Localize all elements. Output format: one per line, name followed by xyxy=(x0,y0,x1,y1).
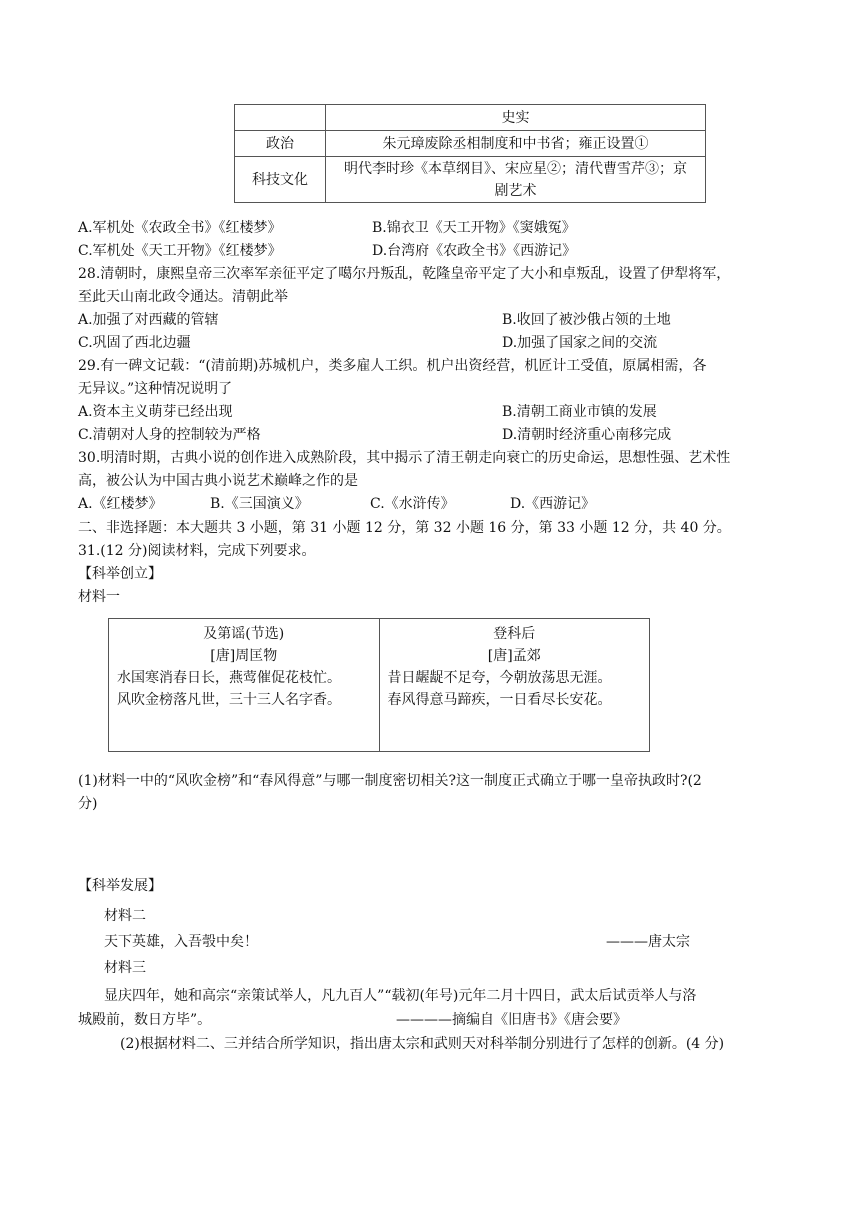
q30-option-b: B.《三国演义》 xyxy=(210,496,309,512)
poems-table xyxy=(108,618,650,752)
poem-right-author: [唐]孟郊 xyxy=(487,648,541,664)
q28-option-d: D.加强了国家之间的交流 xyxy=(502,335,658,351)
table-corner-cell xyxy=(235,105,326,131)
q29-option-a: A.资本主义萌芽已经出现 xyxy=(78,404,233,420)
poem-left-author: [唐]周匡物 xyxy=(210,648,278,664)
material2-source: ———唐太宗 xyxy=(606,934,690,950)
q28-option-a: A.加强了对西藏的管辖 xyxy=(78,312,219,328)
material2-quote: 天下英雄，入吾彀中矣！ xyxy=(104,934,258,950)
q28-option-b: B.收回了被沙俄占领的土地 xyxy=(502,312,671,328)
q29-option-c: C.清朝对人身的控制较为严格 xyxy=(78,427,261,443)
poem-left-line2: 风吹金榜落凡世，三十三人名字香。 xyxy=(117,692,341,708)
poem-right-line1: 昔日龌龊不足夸，今朝放荡思无涯。 xyxy=(387,670,612,686)
q27-option-d: D.台湾府《农政全书》《西游记》 xyxy=(372,243,577,259)
material3-line1: 显庆四年，她和高宗“亲策试举人，凡九百人”“载初(年号)元年二月十四日，武太后试贡举人与洛 xyxy=(104,988,697,1004)
q28-stem-line1: 28.清朝时，康熙皇帝三次率军亲征平定了噶尔丹叛乱，乾隆皇帝平定了大小和卓叛乱，设置了伊犁将军， xyxy=(78,266,731,282)
q27-option-b: B.锦衣卫《天工开物》《窦娥冤》 xyxy=(372,220,576,236)
row-content-science-line2: 剧艺术 xyxy=(494,182,537,199)
section-two-heading: 二、非选择题：本大题共 3 小题，第 31 小题 12 分，第 32 小题 16 分，第 33 小题 12 分，共 40 分。 xyxy=(78,520,731,536)
material2-label: 材料二 xyxy=(104,908,146,924)
q29-option-b: B.清朝工商业市镇的发展 xyxy=(502,404,657,420)
table-header: 史实 xyxy=(326,105,706,131)
poem-right-cell xyxy=(379,619,650,752)
q30-stem-line1: 30.明清时期，古典小说的创作进入成熟阶段，其中揭示了清王朝走向衰亡的历史命运，思想性强、艺术性 xyxy=(78,450,731,466)
q30-stem-line2: 高，被公认为中国古典小说艺术巅峰之作的是 xyxy=(78,473,358,489)
q27-option-a: A.军机处《农政全书》《红楼梦》 xyxy=(78,220,282,236)
heading-keju-fazhan: 【科举发展】 xyxy=(78,878,162,894)
poem-right-title: 登科后 xyxy=(493,626,536,642)
q28-stem-line2: 至此天山南北政令通达。清朝此举 xyxy=(78,289,288,305)
material3-source: ————摘编自《旧唐书》《唐会要》 xyxy=(396,1012,627,1028)
poem-left-cell xyxy=(109,619,380,752)
q29-option-d: D.清朝时经济重心南移完成 xyxy=(502,427,672,443)
poem-left-title: 及第谣(节选) xyxy=(203,626,285,642)
poem-right-line2: 春风得意马蹄疾，一日看尽长安花。 xyxy=(387,692,612,708)
q31-1-line1: (1)材料一中的“风吹金榜”和“春风得意”与哪一制度密切相关?这一制度正式确立于哪一皇帝执政时?(2 xyxy=(78,773,702,789)
q31-stem: 31.(12 分)阅读材料，完成下列要求。 xyxy=(78,543,316,559)
material3-line2: 城殿前，数日方毕”。 xyxy=(78,1012,212,1028)
row-label-science: 科技文化 xyxy=(235,157,326,203)
q29-stem-line1: 29.有一碑文记载：“(清前期)苏城机户，类多雇人工织。机户出资经营，机匠计工受值，原属相需，各 xyxy=(78,358,707,374)
material1-label: 材料一 xyxy=(78,589,120,605)
heading-keju-chuangli: 【科举创立】 xyxy=(78,566,162,582)
q30-option-c: C.《水浒传》 xyxy=(370,496,455,512)
q27-option-c: C.军机处《天工开物》《红楼梦》 xyxy=(78,243,282,259)
q31-2-stem: (2)根据材料二、三并结合所学知识，指出唐太宗和武则天对科举制分别进行了怎样的创新。(4 分) xyxy=(120,1036,725,1052)
row-label-politics: 政治 xyxy=(235,131,326,157)
row-content-politics: 朱元璋废除丞相制度和中书省；雍正设置① xyxy=(326,131,706,157)
q31-1-line2: 分) xyxy=(78,796,98,812)
q29-stem-line2: 无异议。”这种情况说明了 xyxy=(78,381,233,397)
row-content-science xyxy=(326,157,706,203)
history-facts-table xyxy=(234,104,706,203)
material3-label: 材料三 xyxy=(104,960,146,976)
poem-left-line1: 水国寒消春日长，燕莺催促花枝忙。 xyxy=(117,670,341,686)
q30-option-d: D.《西游记》 xyxy=(510,496,596,512)
q28-option-c: C.巩固了西北边疆 xyxy=(78,335,191,351)
q30-option-a: A.《红楼梦》 xyxy=(78,496,163,512)
row-content-science-line1: 明代李时珍《本草纲目》、宋应星②；清代曹雪芹③；京 xyxy=(344,160,687,177)
